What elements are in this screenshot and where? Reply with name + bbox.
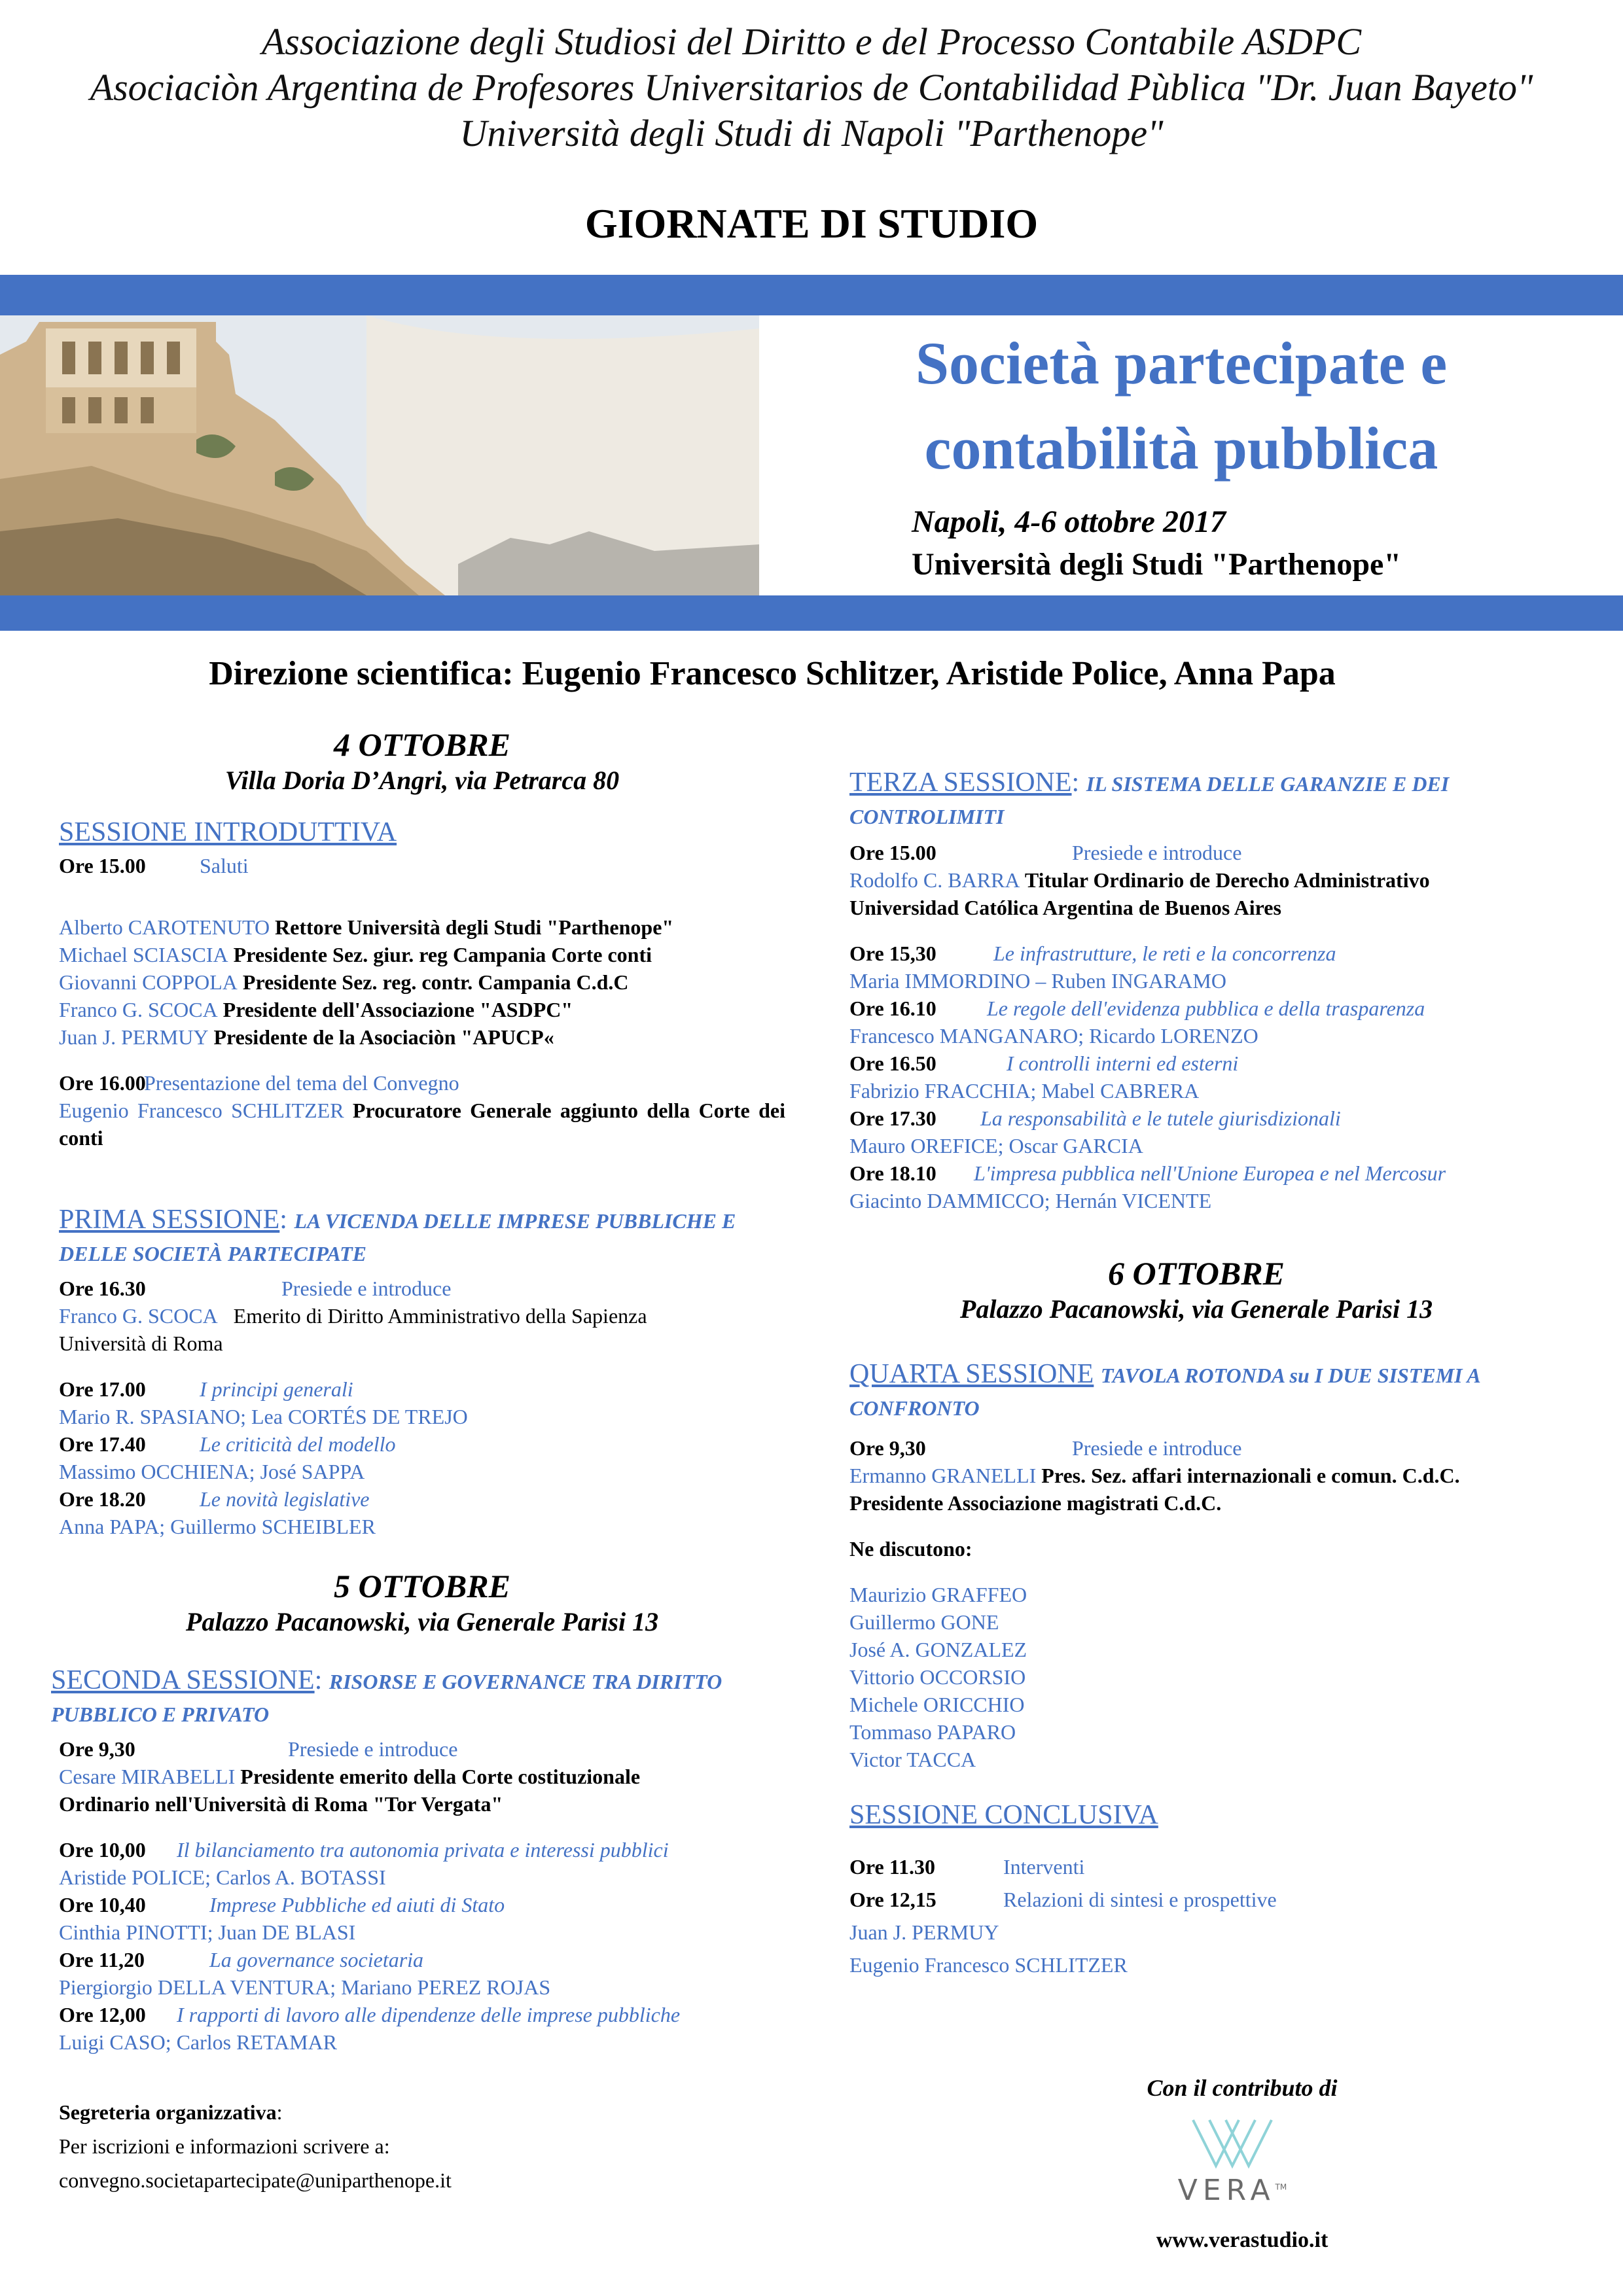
seconda-talks xyxy=(59,1836,785,2056)
session-quarta-heading xyxy=(849,1358,1543,1424)
chair-name: Cesare MIRABELLI xyxy=(59,1765,236,1788)
terza-talks xyxy=(849,940,1543,1214)
sponsor-url[interactable]: www.verastudio.it xyxy=(1156,2228,1329,2252)
talk-time: Ore 16.50 xyxy=(849,1051,936,1075)
chair-role: Titular Ordinario de Derecho Administrativo xyxy=(1020,868,1430,892)
speaker-name: Alberto CAROTENUTO xyxy=(59,915,270,939)
speaker-role: Procuratore Generale aggiunto della Corte dei conti xyxy=(59,1099,786,1150)
discuss-label: Ne discutono: xyxy=(849,1537,972,1561)
day3-date: 6 OTTOBRE xyxy=(1108,1255,1285,1292)
top-blue-band xyxy=(0,275,1623,315)
speaker-role: Presidente de la Asociaciòn "APUCP« xyxy=(208,1025,554,1049)
talk-topic: I rapporti di lavoro alle dipendenze delle imprese pubbliche xyxy=(177,2003,681,2026)
speaker-name: Michael SCIASCIA xyxy=(59,943,228,966)
list-item xyxy=(59,941,785,968)
vera-logo-mark xyxy=(1154,2113,1311,2179)
item-time: Ore 12,15 xyxy=(849,1888,936,1911)
vera-logo-text xyxy=(1154,2174,1311,2207)
session-prima-heading xyxy=(59,1204,785,1269)
conclusiva-items xyxy=(849,1850,1543,1981)
conference-title xyxy=(812,321,1551,491)
list-item xyxy=(849,1850,1543,1883)
session-title: QUARTA SESSIONE xyxy=(849,1359,1094,1389)
talk-topic: L'impresa pubblica nell'Unione Europea e nel Mercosur xyxy=(974,1161,1446,1185)
right-column xyxy=(849,767,1543,1981)
speaker-name: Juan J. PERMUY xyxy=(59,1025,209,1049)
list-item: Eugenio Francesco SCHLITZER xyxy=(849,1953,1128,1977)
talk xyxy=(849,1050,1543,1104)
org-apucp: Asociaciòn Argentina de Profesores Universitarios de Contabilidad Pùblica "Dr. Juan Bayeto" xyxy=(90,66,1533,109)
session-subtitle: RISORSE E GOVERNANCE TRA DIRITTO PUBBLICO E PRIVATO xyxy=(51,1670,722,1726)
session-chair-label: Presiede e introduce xyxy=(288,1737,458,1761)
session-subtitle: LA VICENDA DELLE IMPRESE PUBBLICHE E DELLE SOCIETÀ PARTECIPATE xyxy=(59,1209,736,1265)
talk-speakers: Mauro OREFICE; Oscar GARCIA xyxy=(849,1134,1143,1157)
bottom-blue-band xyxy=(0,595,1623,631)
list-item: Michele ORICCHIO xyxy=(849,1693,1025,1716)
session-time: Ore 15.00 xyxy=(849,841,936,864)
chair-role: Emerito di Diritto Amministrativo della Sapienza Università di Roma xyxy=(59,1304,647,1355)
list-item: Vittorio OCCORSIO xyxy=(849,1665,1026,1689)
talk xyxy=(849,940,1543,995)
talk-topic: I principi generali xyxy=(200,1377,353,1401)
org-asdpc: Associazione degli Studiosi del Diritto e del Processo Contabile ASDPC xyxy=(261,20,1362,63)
session-chair-label: Presiede e introduce xyxy=(1072,1436,1242,1460)
conference-title-line2: contabilità pubblica xyxy=(924,415,1438,482)
list-item: José A. GONZALEZ xyxy=(849,1638,1027,1661)
intro-time2: Ore 16.00 xyxy=(59,1071,146,1095)
day2-place: Palazzo Pacanowski, via Generale Parisi 13 xyxy=(185,1607,659,1636)
separator: : xyxy=(314,1665,323,1695)
session-terza-heading xyxy=(849,767,1543,832)
chair-name: Franco G. SCOCA xyxy=(59,1304,218,1328)
talk-topic: Imprese Pubbliche ed aiuti di Stato xyxy=(209,1893,505,1916)
trademark-mark: TM xyxy=(1275,2182,1287,2192)
session-chair-label: Presiede e introduce xyxy=(281,1277,452,1300)
scientific-direction: Direzione scientifica: Eugenio Francesco Schlitzer, Aristide Police, Anna Papa xyxy=(209,655,1336,692)
talk xyxy=(849,995,1543,1050)
talk-topic: Le novità legislative xyxy=(200,1487,370,1511)
villa-illustration xyxy=(0,315,759,595)
intro-time: Ore 15.00 xyxy=(59,854,146,877)
conference-title-line1: Società partecipate e xyxy=(915,330,1448,397)
panel-list xyxy=(849,1581,1543,1773)
list-item xyxy=(849,1883,1543,1916)
talk-speakers: Giacinto DAMMICCO; Hernán VICENTE xyxy=(849,1189,1212,1212)
naples-villa-painting xyxy=(0,315,759,595)
talk-speakers: Maria IMMORDINO – Ruben INGARAMO xyxy=(849,969,1226,993)
talk-speakers: Massimo OCCHIENA; José SAPPA xyxy=(59,1460,365,1483)
item-time: Ore 11.30 xyxy=(849,1855,935,1879)
talk-topic: Le criticità del modello xyxy=(200,1432,396,1456)
conference-date: Napoli, 4-6 ottobre 2017 xyxy=(912,504,1226,539)
item-label: Relazioni di sintesi e prospettive xyxy=(1003,1888,1277,1911)
list-item xyxy=(59,1023,785,1051)
session-subtitle: IL SISTEMA DELLE GARANZIE E DEI CONTROLIMITI xyxy=(849,772,1450,828)
speaker-name: Giovanni COPPOLA xyxy=(59,970,238,994)
vera-wordmark: VERA xyxy=(1177,2174,1275,2207)
list-item xyxy=(59,913,785,941)
conference-venue: Università degli Studi "Parthenope" xyxy=(912,547,1401,582)
speaker-role: Rettore Università degli Studi "Parthenope" xyxy=(270,915,674,939)
talk-speakers: Mario R. SPASIANO; Lea CORTÉS DE TREJO xyxy=(59,1405,468,1428)
talk xyxy=(59,1836,785,1891)
speaker-role: Presidente Sez. giur. reg Campania Corte conti xyxy=(228,943,652,966)
talk-speakers: Francesco MANGANARO; Ricardo LORENZO xyxy=(849,1024,1258,1048)
session-time: Ore 9,30 xyxy=(849,1436,926,1460)
session-intro-title: SESSIONE INTRODUTTIVA xyxy=(59,817,397,847)
talk-time: Ore 17.30 xyxy=(849,1106,936,1130)
talk-topic: Le regole dell'evidenza pubblica e della trasparenza xyxy=(987,997,1425,1020)
separator: : xyxy=(276,2100,283,2124)
speaker-name: Eugenio Francesco SCHLITZER xyxy=(59,1099,344,1122)
talk xyxy=(59,1946,785,2001)
chair-role-2: Ordinario nell'Università di Roma "Tor Vergata" xyxy=(59,1792,503,1816)
session-subtitle: TAVOLA ROTONDA su I DUE SISTEMI A CONFRONTO xyxy=(849,1364,1480,1420)
list-item: Maurizio GRAFFEO xyxy=(849,1583,1027,1606)
list-item xyxy=(59,968,785,996)
talk-speakers: Fabrizio FRACCHIA; Mabel CABRERA xyxy=(849,1079,1200,1103)
talk xyxy=(59,1485,785,1540)
list-item: Victor TACCA xyxy=(849,1748,976,1771)
chair-role: Presidente emerito della Corte costituzionale xyxy=(235,1765,641,1788)
day1-date: 4 OTTOBRE xyxy=(334,726,510,763)
list-item: Guillermo GONE xyxy=(849,1610,999,1634)
talk-speakers: Cinthia PINOTTI; Juan DE BLASI xyxy=(59,1920,356,1944)
session-chair-label: Presiede e introduce xyxy=(1072,841,1242,864)
vera-logo xyxy=(1154,2113,1311,2212)
secretariat-title: Segreteria organizzativa xyxy=(59,2100,277,2124)
talk-time: Ore 12,00 xyxy=(59,2003,146,2026)
talk-time: Ore 16.10 xyxy=(849,997,936,1020)
separator: : xyxy=(1071,768,1080,798)
day3-place: Palazzo Pacanowski, via Generale Parisi 13 xyxy=(959,1294,1433,1324)
session-title: SESSIONE CONCLUSIVA xyxy=(849,1800,1158,1830)
chair-name: Ermanno GRANELLI xyxy=(849,1464,1037,1487)
talk-time: Ore 11,20 xyxy=(59,1948,145,1971)
speaker-role: Presidente dell'Associazione "ASDPC" xyxy=(217,998,573,1021)
talk-time: Ore 18.20 xyxy=(59,1487,146,1511)
intro-label2: Presentazione del tema del Convegno xyxy=(144,1071,459,1095)
talk xyxy=(849,1159,1543,1214)
talk-time: Ore 17.40 xyxy=(59,1432,146,1456)
item-label: Interventi xyxy=(1003,1855,1085,1879)
left-column xyxy=(51,725,786,2197)
talk-time: Ore 10,40 xyxy=(59,1893,146,1916)
talk-topic: La governance societaria xyxy=(209,1948,424,1971)
session-title: TERZA SESSIONE xyxy=(849,768,1072,798)
talk-topic: I controlli interni ed esterni xyxy=(1007,1051,1239,1075)
sponsor-label: Con il contributo di xyxy=(1147,2075,1338,2101)
secretariat-info: Per iscrizioni e informazioni scrivere a: xyxy=(59,2134,390,2158)
session-time: Ore 9,30 xyxy=(59,1737,135,1761)
list-item xyxy=(59,996,785,1023)
list-item: Juan J. PERMUY xyxy=(849,1920,999,1944)
talk-time: Ore 10,00 xyxy=(59,1838,146,1862)
talk-speakers: Anna PAPA; Guillermo SCHEIBLER xyxy=(59,1515,376,1538)
talk xyxy=(59,1430,785,1485)
talk-topic: La responsabilità e le tutele giurisdizionali xyxy=(980,1106,1341,1130)
session-title: PRIMA SESSIONE xyxy=(59,1205,280,1235)
talk-topic: Le infrastrutture, le reti e la concorrenza xyxy=(993,942,1336,965)
secretariat-email[interactable]: convegno.societapartecipate@uniparthenope.it xyxy=(59,2168,452,2192)
chair-role-2: Presidente Associazione magistrati C.d.C. xyxy=(849,1491,1222,1515)
event-type-title: GIORNATE DI STUDIO xyxy=(584,200,1039,247)
session-intro-heading xyxy=(59,817,785,848)
day1-place: Villa Doria D’Angri, via Petrarca 80 xyxy=(224,766,620,795)
intro-label: Saluti xyxy=(200,854,249,877)
talk xyxy=(59,1891,785,1946)
session-conclusiva-heading xyxy=(849,1799,1543,1831)
secretariat xyxy=(59,2095,785,2197)
speaker-name: Franco G. SCOCA xyxy=(59,998,218,1021)
talk-speakers: Luigi CASO; Carlos RETAMAR xyxy=(59,2030,338,2054)
prima-talks xyxy=(59,1375,785,1540)
list-item: Tommaso PAPARO xyxy=(849,1720,1016,1744)
talk-time: Ore 17.00 xyxy=(59,1377,146,1401)
talk-topic: Il bilanciamento tra autonomia privata e interessi pubblici xyxy=(177,1838,669,1862)
chair-role: Pres. Sez. affari internazionali e comun. C.d.C. xyxy=(1036,1464,1460,1487)
session-title: SECONDA SESSIONE xyxy=(51,1665,315,1695)
session-time: Ore 16.30 xyxy=(59,1277,146,1300)
talk-time: Ore 15,30 xyxy=(849,942,936,965)
day2-date: 5 OTTOBRE xyxy=(334,1568,510,1604)
chair-role-2: Universidad Católica Argentina de Buenos Aires xyxy=(849,896,1281,919)
intro-speakers xyxy=(59,913,785,1051)
separator: : xyxy=(279,1205,287,1235)
talk-speakers: Aristide POLICE; Carlos A. BOTASSI xyxy=(59,1865,386,1889)
talk-speakers: Piergiorgio DELLA VENTURA; Mariano PEREZ ROJAS xyxy=(59,1975,551,1999)
talk xyxy=(59,1375,785,1430)
session-seconda-heading xyxy=(51,1665,785,1730)
talk xyxy=(59,2001,785,2056)
org-parthenope: Università degli Studi di Napoli "Parthenope" xyxy=(459,112,1164,154)
talk xyxy=(849,1104,1543,1159)
talk-time: Ore 18.10 xyxy=(849,1161,936,1185)
chair-name: Rodolfo C. BARRA xyxy=(849,868,1020,892)
speaker-role: Presidente Sez. reg. contr. Campania C.d.C xyxy=(237,970,629,994)
